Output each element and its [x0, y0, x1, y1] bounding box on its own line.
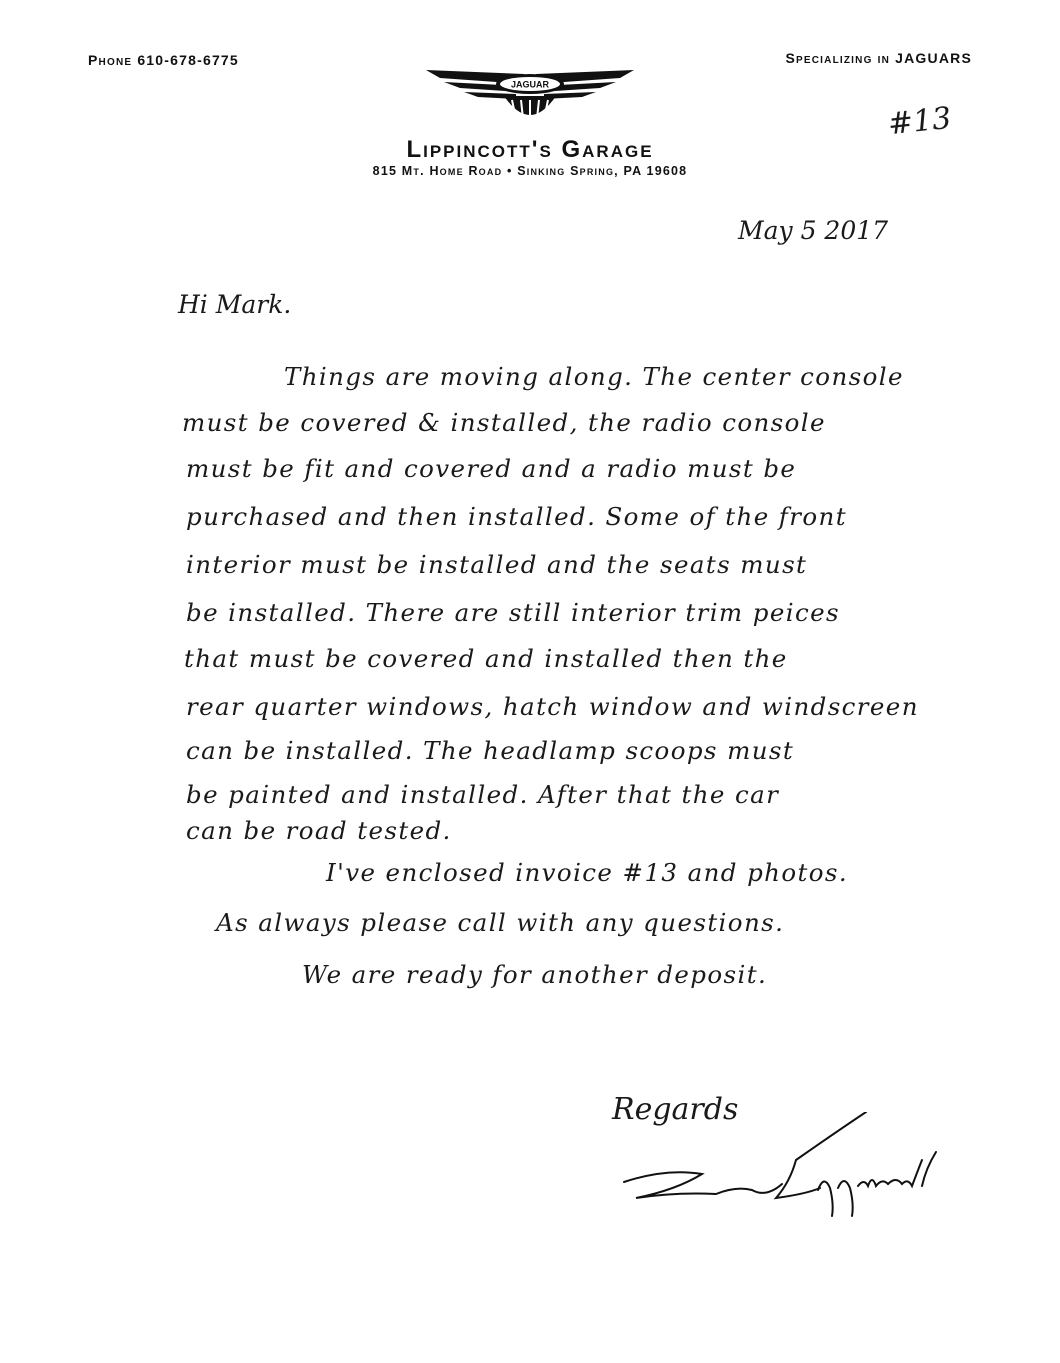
letter-line: can be road tested. — [186, 816, 452, 845]
letter-date: May 5 2017 — [738, 216, 889, 245]
letter-line: rear quarter windows, hatch window and windscreen — [186, 692, 919, 721]
salutation: Hi Mark. — [178, 290, 292, 319]
letter-line: We are ready for another deposit. — [302, 960, 768, 989]
letter-line: As always please call with any questions. — [216, 908, 785, 937]
letter-line: be installed. There are still interior trim peices — [186, 598, 840, 627]
letter-line: purchased and then installed. Some of the front — [186, 502, 847, 531]
letter-number: #13 — [886, 100, 953, 143]
garage-address: 815 Mt. Home Road • Sinking Spring, PA 19608 — [372, 164, 688, 178]
letter-line: must be covered & installed, the radio console — [182, 408, 826, 437]
garage-name: Lippincott's Garage — [406, 136, 654, 163]
letter-line: can be installed. The headlamp scoops must — [186, 736, 795, 765]
letter-line: interior must be installed and the seats must — [186, 550, 808, 579]
jaguar-wings-logo — [420, 64, 640, 134]
phone-number: Phone 610-678-6775 — [88, 52, 239, 68]
letter-line: must be fit and covered and a radio must be — [186, 454, 797, 483]
letter-line: Things are moving along. The center console — [284, 362, 904, 391]
letter-line: that must be covered and installed then the — [184, 644, 788, 673]
specialty-tagline: Specializing in JAGUARS — [785, 50, 972, 66]
handwritten-signature — [606, 1112, 946, 1222]
letter-line: I've enclosed invoice #13 and photos. — [326, 858, 849, 887]
letter-line: be painted and installed. After that the car — [186, 780, 780, 809]
logo-text: JAGUAR — [510, 79, 550, 90]
closing: Regards — [612, 1092, 739, 1127]
